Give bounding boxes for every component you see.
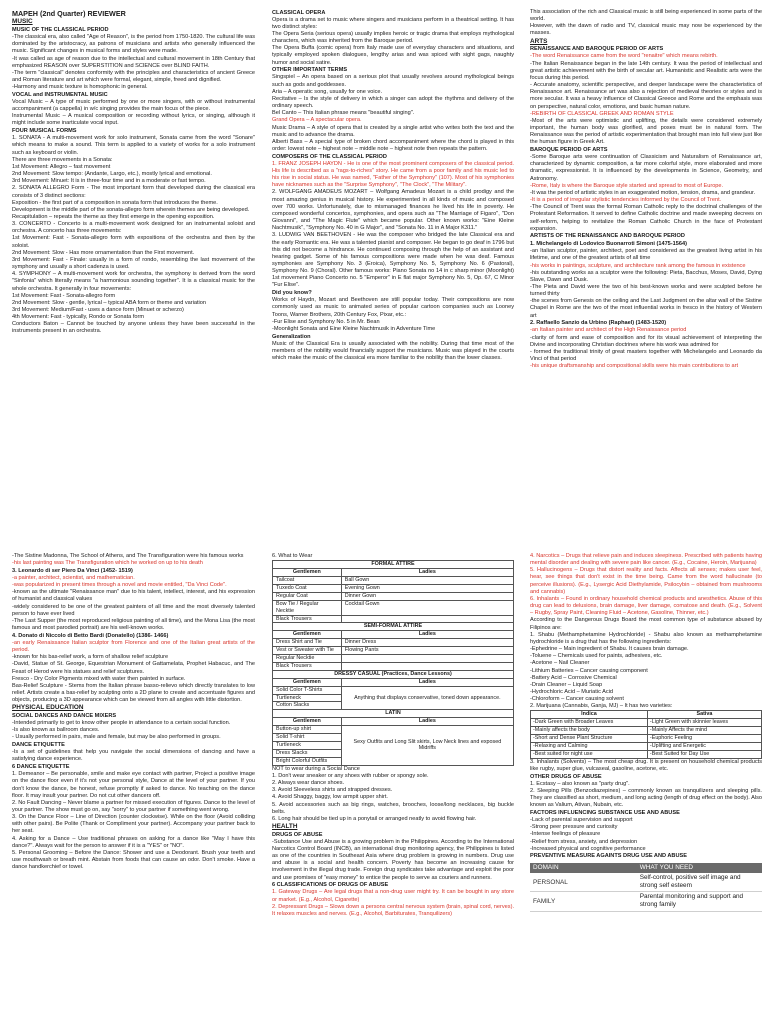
attire-cell: Bow Tie / Regular Necktie [273, 600, 342, 615]
paragraph: -Harmony and music texture is homophonic in general. [12, 84, 148, 91]
paragraph: - Accurate anatomy, scientific perspective, and deeper landscape were the characteristics of Renaissance art. Renaissance art was also a rejection of medieval theories or styles and is more secular. It was a heavy influence of Classical Greece and Rome and the emphasis was on perspective, natural color, emotions, and basic human nature. [530, 82, 762, 110]
attire-cell: Button-up shirt [273, 726, 342, 734]
gentlemen-header: Gentlemen [273, 631, 342, 639]
paragraph: Music Drama – A style of opera that is created by a single artist who writes both the text and the music and to advance the drama. [272, 124, 514, 138]
sativa-header: Sativa [647, 711, 761, 719]
paragraph: 3. Avoid Sleeveless shirts and strapped dresses. [272, 787, 393, 794]
preventive-measures-table [530, 863, 762, 912]
section-heading: CLASSICAL OPERA [272, 9, 326, 16]
section-heading: PHYSICAL EDUCATION [12, 704, 84, 712]
paragraph: -Rome, Italy is where the Baroque style started and spread to most of Europe. [530, 182, 724, 189]
paragraph: -It is a period of irregular stylistic tendencies informed by the Council of Trent. [530, 197, 722, 204]
paragraph: 2. Always wear dance shoes. [272, 780, 345, 787]
attire-row [273, 647, 514, 655]
attire-cell: Sexy Outfits and Long Slit skirts, Low Neck lines and exposed Midriffs [341, 726, 513, 766]
paragraph: -Acetone – Nail Cleaner [530, 660, 590, 667]
paragraph: -It was the period of artistic styles in an exaggerated motion, tension, drama, and grandeur. [530, 189, 756, 196]
section-heading: Generalization [272, 333, 311, 340]
section-heading: OTHER IMPORTANT TERMS [272, 67, 348, 74]
paragraph: However, with the dawn of radio and TV, classical music may now be experienced by the masses. [530, 23, 762, 37]
need-cell: Parental monitoring and support and strong family [637, 892, 762, 911]
paragraph: -Fur Elise and Symphony No. 5 in Mr. Bean [272, 318, 380, 325]
marijuana-varieties-table [530, 710, 762, 758]
attire-row [273, 576, 514, 584]
paragraph: -Relief from stress, anxiety, and depression [530, 838, 638, 845]
paragraph: -Hydrochloric Acid – Muriatic Acid [530, 688, 614, 695]
paragraph: -It was called as age of reason due to the intellectual and cultural movement in 18th Century that emphasized REASON over SUPERSTITION and SCIENCE over BLIND FAITH. [12, 55, 255, 69]
paragraph: 1. SONATA - A multi-movement work for solo instrument, Sonata came from the word "Sonare" which means to make a sound. This term is applied to a variety of works for a solo instrument such as keyboard or violin. [12, 135, 255, 156]
column-1-bottom [12, 553, 255, 1024]
paragraph: 6. Inhalants – Found in ordinary household chemical products and anesthetics. Abuse of this drug can lead to delusions, brain damage, liver damage, comatose and death. (E.g., Solvent – Rugby, Spray Paint, Cleaning Fluid – Acetone, Gasoline, Thinner, etc.) [530, 595, 762, 617]
paragraph: -Intense feelings of pleasure [530, 831, 601, 838]
attire-caption: SEMI-FORMAL ATTIRE [273, 623, 514, 631]
attire-cell: Regular Coat [273, 592, 342, 600]
paragraph: Bas-Relief Sculpture - Stems from the Italian phrase basso-relievo which directly translates to low relief. Artists create a bas-relief by sculpting onto a 2D plane to create and accentuate figures and objects, producing a 3D appearance which can be viewed from all angles with little distortion. [12, 682, 255, 704]
attire-row [273, 686, 514, 694]
attire-cell [341, 615, 513, 623]
paragraph: -an Italian sculptor, painter, architect, poet and considered as the greatest living artist in his lifetime, and one of the greatest artists of all time [530, 248, 762, 262]
domain-row [530, 892, 762, 911]
variety-row [531, 750, 762, 758]
attire-cell: Evening Gown [341, 584, 513, 592]
paragraph: -was popularized in present times through a novel and movie entitled, "Da Vinci Code". [12, 582, 227, 589]
paragraph: This association of the rich and Classical music is still being experienced in some parts of the world. [530, 9, 762, 23]
attire-row [273, 615, 514, 623]
section-heading: Did you know? [272, 290, 312, 297]
paragraph: 1. Ecstasy – also known as "party drug". [530, 780, 630, 787]
sativa-cell: -Uplifting and Energetic [647, 743, 761, 751]
page-gap [0, 461, 768, 553]
attire-row [273, 592, 514, 600]
paragraph: -Most of the arts were optimistic and uplifting, the details were considered extremely important, the human body was glorified, and poses must be in natural form. The Renaissance was the period of artistic experimentation that brought man into full view just like the human figure in Greek Art. [530, 117, 762, 146]
paragraph: -known for his bas-relief work, a form of shallow relief sculpture [12, 654, 169, 661]
paragraph: - formed the traditional trinity of great masters together with Michelangelo and Leonardo da Vinci of that period [530, 348, 762, 363]
paragraph: -REBIRTH OF CLASSICAL GREEK AND ROMAN STYLE [530, 110, 674, 117]
paragraph: 4. Asking for a Dance – Use traditional phrases on asking for a dance like "May I have this dance?". Always wait for the person to answer if it is a "YES" or "NO". [12, 835, 255, 849]
paragraph: -The Pieta and David were the two of his best-known works and were sculpted before he turned thirty [530, 283, 762, 298]
indica-cell: -Mainly affects the body [531, 727, 648, 735]
section-heading: FACTORS INFLUENCING SUBSTANCE USE AND ABUSE [530, 809, 680, 816]
need-cell: Self-control, positive self image and strong self esteem [637, 873, 762, 892]
sativa-cell: -Best Suited for Day Use [647, 750, 761, 758]
paragraph: -The term "classical" denotes conformity with the principles and characteristics of ancient Greece and Roman literature and art which were formal, elegant, simple, freed and dignified. [12, 69, 255, 83]
paragraph: -a painter, architect, scientist, and mathematician. [12, 574, 135, 581]
paragraph: Alberti Bass – A special type of broken chord accompaniment where the chord is played in this order: lowest note – highest note – middle note – highest note then repeats the pattern. [272, 138, 514, 152]
paragraph: 4. Avoid Shaggy, baggy, low armpit upper shirt. [272, 794, 388, 801]
attire-cell: Anything that displays conservative, toned down appearance. [341, 686, 513, 710]
paragraph: Exposition - the first part of a composition in sonata form that introduces the theme. [12, 199, 218, 206]
indica-cell: -Short and Dense Plant Structure [531, 735, 648, 743]
ladies-header: Ladies [341, 718, 513, 726]
other-drugs-section [530, 759, 762, 861]
paragraph: Opera is a drama set to music where singers and musicians perform in a theatrical setting. It has two distinct styles: [272, 16, 514, 30]
paragraph: Aria – A operatic song, usually for one voice. [272, 88, 383, 95]
attire-caption: FORMAL ATTIRE [273, 561, 514, 569]
paragraph: -Is a set of guidelines that help you navigate the social dimensions of dancing and have a satisfying dance experience. [12, 749, 255, 763]
paragraph: -The Sistine Madonna, The School of Athens, and The Transfiguration were his famous works [12, 553, 244, 559]
section-heading: COMPOSERS OF THE CLASSICAL PERIOD [272, 153, 387, 160]
paragraph: -Intended primarily to get to know other people in attendance to a certain social function. [12, 720, 231, 727]
paragraph: 2nd Movement: Slow - gentle, lyrical – typical ABA form or theme and variation [12, 299, 207, 306]
variety-row [531, 719, 762, 727]
paragraph: -Is also known as ballroom dances. [12, 727, 100, 734]
paragraph: -an Italian painter and architect of the High Renaissance period [530, 327, 687, 334]
paragraph: 4. SYMPHONY – A multi-movement work for orchestra, the symphony is derived from the word "Sinfonia" which literally means "a harmonious sounding together". It is a classical music for the whole orchestra. It generally in four movements: [12, 271, 255, 292]
variety-row [531, 735, 762, 743]
section-heading: BAROQUE PERIOD OF ARTS [530, 147, 608, 153]
paragraph: -widely considered to be one of the greatest painters of all time and the most diversely talented person to have ever lived [12, 603, 255, 617]
paragraph: 2. Sleeping Pills (Benzodiazepines) – commonly known as tranquilizers and sleeping pills. They are classified as short, medium, and long acting (length of drug effect on the body). Also known as Valium, Ativan, Nubain, etc. [530, 788, 762, 809]
section-heading: HEALTH [272, 822, 298, 830]
sativa-cell: -Euphoric Feeling [647, 735, 761, 743]
section-heading: FOUR MUSICAL FORMS [12, 128, 77, 135]
paragraph: Singspiel – An opera based on a serious plot that usually revolves around mythological beings such as gods and goddesses. [272, 74, 514, 88]
section-heading: MUSIC OF THE CLASSICAL PERIOD [12, 26, 109, 33]
paragraph: 5. Avoid accessories such as big rings, watches, brooches, loose/long necklaces, big buckle belts. [272, 801, 514, 815]
attire-table [272, 560, 514, 766]
section-heading: VOCAL and INSTRUMENTAL MUSIC [12, 91, 108, 98]
attire-cell: Dinner Dress [341, 639, 513, 647]
attire-cell: Flowing Pants [341, 647, 513, 655]
attire-row [273, 639, 514, 647]
domain-cell: FAMILY [530, 892, 637, 911]
variety-row [531, 727, 762, 735]
paragraph: Recapitulation – repeats the theme as they first emerge in the opening exposition. [12, 213, 215, 220]
attire-cell: Ball Gown [341, 576, 513, 584]
indica-cell: -Dark Green with Broader Leaves [531, 719, 648, 727]
paragraph: Works of Haydn, Mozart and Beethoven are still popular today. Their compositions are now commonly used as music to animated series of popular cartoon companies such as Looney Toons, Warner Brothers, 20th Century Fox, Pixar, etc.: [272, 297, 514, 318]
attire-cell: Vest or Sweater with Tie [273, 647, 342, 655]
attire-row [273, 584, 514, 592]
paragraph: -Battery Acid – Corrosive Chemical [530, 674, 617, 681]
paragraph: Conductors Baton – Cannot be touched by anyone unless they have been successful in the instruments present in an orchestra. [12, 321, 255, 335]
section-heading: PREVENTIVE MEASURE AGAINTS DRUG USE AND ABUSE [530, 853, 687, 860]
section-heading: 1. Michelangelo di Lodovico Buonarroti Simoni (1475-1564) [530, 241, 687, 248]
document-title: MAPEH (2nd Quarter) REVIEWER [12, 9, 126, 18]
paragraph: -Increased physical and cognitive performance [530, 845, 646, 852]
paragraph: 1. Shabu (Methamphetamine Hydrochloride) - Shabu also known as methamphetamine hydrochloride is a drug that has the following ingredients: [530, 631, 762, 645]
attire-cell [341, 655, 513, 663]
gentlemen-header: Gentlemen [273, 569, 342, 577]
sativa-cell: -Mainly Affects the mind [647, 727, 761, 735]
paragraph: The Opera Buffa (comic opera) from Italy made use of everyday characters and situations, and typically employed spoken dialogues, lengthy arias and was spiced with sight gags, naughty humor and social satire. [272, 45, 514, 66]
paragraph: There are three movements in a Sonata: [12, 156, 113, 163]
sativa-cell: -Light Green with skinnier leaves [647, 719, 761, 727]
paragraph: 1st Movement: Allegro – fast movement [12, 163, 111, 170]
paragraph: Music of the Classical Era is usually associated with the nobility. During that time most of the members of the nobility would financially support the musicians. Music was played in the courts which make the music of the classical era more familiar to the nobility than the lower classes. [272, 340, 514, 361]
section-heading: ARTS [530, 37, 548, 45]
paragraph: 5. Hallucinogens – Drugs that distort reality and facts. Affects all senses; makes user feel, hear, see things that don't exist in the time being. Came from the word hallucinate (to perceive illusions). (E.g., Lysergic Acid Diethylamide, Psilocybin – obtained from mushrooms and cannabis) [530, 567, 762, 595]
arts-pe-section [12, 553, 255, 871]
paragraph: -Moonlight Sonata and Eine Kleine Nachtmusik in Adventure Time [272, 325, 436, 332]
section-heading: 6 DANCE ETIQUETTE [12, 764, 70, 771]
column-3-top [530, 9, 762, 461]
paragraph: -the scenes from Genesis on the ceiling and the Last Judgment on the altar wall of the Sistine Chapel in Rome are the two of the most influential works in fresco in the history of Western art [530, 298, 762, 319]
indica-cell: -Relaxing and Calming [531, 743, 648, 751]
paragraph: -clarity of form and ease of composition and for its visual achievement of interpreting the Divine and incorporating Christian doctrines where his work was admired for [530, 334, 762, 348]
paragraph: -Substance Use and Abuse is a growing problem in the Philippines. According to the International Narcotics Control Board (INCB), an international drug monitoring agency, the Philippines is listed as one of the countries in Southeast Asia where drug problem is growing in numbers. Drug use and abuse is a social and health concern. Poverty has become an increasing cause for involvement in the illegal drug trade. Foreign drug syndicates take advantage and exploit the poor and use promises of "easy money" to entice the people to serve as couriers and runners. [272, 838, 514, 881]
domain-cell: PERSONAL [530, 873, 637, 892]
attire-cell: Dinner Gown [341, 592, 513, 600]
column-3-bottom [530, 553, 762, 1024]
health-section [272, 766, 514, 918]
arts-section [530, 9, 762, 370]
paragraph: -his last painting was The Transfiguration which he worked on up to his death [12, 560, 203, 567]
paragraph: Vocal Music – A type of music performed by one or more singers, with or without instrumental accompaniment (a cappella) in w/c singing provides the main focus of the piece. [12, 98, 255, 113]
indica-header: Indica [531, 711, 648, 719]
paragraph: 1. Demeanor – Be personable, smile and make eye contact with partner, Project a positive image on the dance floor even if it's not your personal style, Dance at the level of your partner. If you don't know the dance, be honest, refuse promptly if asked to dance. No teaching on the dance floor. It may insult your partner. Do not cut other dancers off. [12, 771, 255, 799]
paragraph: 2. No Fault Dancing – Never blame a partner for missed execution of figures. Dance to the level of your partner. The show must go on, say "sorry" to your partner if something went wrong. [12, 799, 255, 813]
paragraph: -The Council of Trent was the formal Roman Catholic reply to the doctrinal challenges of the Protestant Reformation. It served to define Catholic doctrine and made sweeping decrees on self-reform, helping to revitalize the Roman Catholic Church in the face of Protestant expansion. [530, 204, 762, 232]
attire-cell: Cotton Slacks [273, 702, 342, 710]
section-heading: MUSIC [12, 18, 33, 26]
section-heading: 2. Raffaello Sanzio da Urbino (Raphael) (1483-1520) [530, 320, 667, 327]
paragraph: 3rd Movement: Medium/Fast - uses a dance form (Minuet or scherzo) [12, 307, 184, 313]
attire-cell: Black Trousers [273, 615, 342, 623]
gentlemen-header: Gentlemen [273, 678, 342, 686]
attire-caption: DRESSY CASUAL (Practices, Dance Lessons) [273, 670, 514, 678]
paragraph: -Chloroform – Cancer causing solvent [530, 696, 624, 703]
section-heading: DANCE ETIQUETTE [12, 742, 65, 749]
paragraph: -Drain Cleaner – Liquid Soap [530, 681, 603, 688]
paragraph: 1. Gateway Drugs – Are legal drugs that a non-drug user might try. It can be bought in any store or market. (E.g., Alcohol, Cigarette) [272, 889, 514, 903]
paragraph: -The classical era, also called "Age of Reason", is the period from 1750-1820. The cultural life was dominated by the aristocracy, as patrons of musicians and artists who generally influenced the music. Significant changes in musical forms and styles were made. [12, 34, 255, 55]
music-section [12, 18, 255, 335]
paragraph: -an early Renaissance Italian sculptor from Florence and one of the Italian great artists of the period. [12, 639, 255, 654]
variety-row [531, 743, 762, 751]
paragraph: According to the Dangerous Drugs Board the most common type of substance abused by Filipinos are: [530, 617, 762, 631]
paragraph: The Opera Seria (serious opera) usually implies heroic or tragic drama that employs mythological characters, which was inherited from the Baroque period. [272, 30, 514, 45]
paragraph: 1. FRANZ JOSEPH HAYDN - He is one of the most prominent composers of the classical period. His life is described as a "rags-to-riches" story. He came from a poor family and his music led to his rise in social status. He was named, "Father of the Symphony" (107). Most of his symphonies have nicknames such as the "Surprise Symphony", "The Clock", "The Military". [272, 160, 514, 189]
paragraph: 2. Depressant Drugs – Slows down a persons central nervous system (brain, spinal cord, nerves). It relaxes muscles and nerves. (E.g., Alcohol, Barbiturates, Tranquilizers) [272, 903, 514, 917]
paragraph: -his unique draftsmanship and compositional skills were his main contributions to art [530, 363, 739, 370]
column-2-bottom [272, 553, 514, 1024]
section-heading: ARTISTS OF THE RENAISSANCE AND BAROQUE PERIOD [530, 233, 685, 240]
paragraph: 1st Movement: Fast - Sonata-allegro form [12, 292, 116, 299]
paragraph: 1. Don't wear sneaker or any shoes with rubber or spongy sole. [272, 772, 429, 779]
paragraph: -Strong peer pressure and curiosity [530, 824, 618, 831]
attire-row [273, 662, 514, 670]
section-heading: 6 CLASSIFICATIONS OF DRUGS OF ABUSE [272, 882, 389, 889]
attire-cell: Tuxedo Coat [273, 584, 342, 592]
paragraph: Bel Canto – This Italian phrase means "beautiful singing". [272, 110, 415, 117]
paragraph: -his outstanding works as a sculptor were the following: Pieta, Bacchus, Moses, David, Dying Slave, Dawn and Dusk. [530, 269, 762, 283]
attire-row [273, 600, 514, 615]
paragraph: -Lack of parental supervision and support [530, 817, 633, 824]
attire-cell: Turtleneck [273, 694, 342, 702]
what-to-wear-intro: 6. What to Wear [272, 553, 313, 559]
paragraph: 2nd Movement: Slow - Has more ornamentation than the First movement. [12, 249, 195, 256]
paragraph: 4. Narcotics – Drugs that relieve pain and induces sleepiness. Prescribed with patients having mental disorder and dealing with severe pain like cancer. (E.g., Cocaine, Heroin, Marijuana) [530, 553, 762, 567]
paragraph: Fresco - Dry Color Pigments mixed with water then painted in surface. [12, 675, 186, 682]
classical-opera-section [272, 10, 514, 363]
attire-cell: Solid Color T-Shirts [273, 686, 342, 694]
paragraph: 2. SONATA ALLEGRO Form - The most important form that developed during the classical era consists of 3 distinct sections: [12, 185, 255, 199]
paragraph: 3. CONCERTO - Concerto is a multi-movement work designed for an instrumental soloist and orchestra. A concerto has three movements: [12, 221, 255, 235]
paragraph: NOT to wear during a Social Dance [272, 765, 360, 772]
paragraph: 3rd Movement: Minuet: It is in three-four time and in a moderate or fast tempo. [12, 178, 206, 185]
attire-cell: Dress Shirt and Tie [273, 639, 342, 647]
attire-cell: Solid T-shirt [273, 734, 342, 742]
attire-cell: Cocktail Gown [341, 600, 513, 615]
paragraph: -Lithium Batteries – Cancer causing component [530, 667, 648, 674]
paragraph: Instrumental Music – A musical composition or recording without lyrics, or singing, although it might include some inarticulate vocal input. [12, 113, 255, 127]
paragraph: -Ephedrine – Main ingredient of Shabu. It causes brain damage. [530, 646, 689, 653]
paragraph: 3rd Movement: Fast - Finale: usually in a form of rondo, resembling the last movement of the symphony and usually a short cadenza is used. [12, 256, 255, 271]
attire-cell: Bright Colorful Outfits [273, 757, 342, 765]
paragraph: -known as the ultimate "Renaissance man" due to his talent, intellect, interest, and his expression of humanist and classical values [12, 589, 255, 603]
paragraph: -David, Statue of St. George, Equestrian Monument of Gattamelata, Prophet Habacuc, and The Feast of Herod were his statues and relief sculptures. [12, 661, 255, 675]
ladies-header: Ladies [341, 569, 513, 577]
attire-cell [341, 662, 513, 670]
column-1-top [12, 9, 255, 461]
paragraph: 3. On the Dance Floor – Line of Direction (counter clockwise). While on the floor (Avoid colliding with other pairs). Be Polite (Thank or Compliment your partner). Accompany your partner back to her seat. [12, 814, 255, 835]
paragraph: 2. Marijuana (Cannabis, Ganja, MJ) – It has two varieties: [530, 703, 673, 710]
attire-row [273, 726, 514, 734]
paragraph: Development is the middle part of the sonata-allegro form wherein themes are being developed. [12, 206, 250, 213]
paragraph: 5. Personal Grooming – Before the Dance: Shower and use a Deodorant. Brush your teeth and use mouthwash or breath mint. Abstain from foods that can cause an odor. Don't smoke. Have a dance handkerchief or towel. [12, 849, 255, 871]
section-heading: OTHER DRUGS OF ABUSE [530, 773, 602, 780]
ladies-header: Ladies [341, 678, 513, 686]
need-header: WHAT YOU NEED [637, 863, 762, 873]
attire-cell: Black Trousers [273, 662, 342, 670]
paragraph: -Toluene – Chemicals used for paints, adhesives, etc. [530, 653, 663, 660]
paragraph: 6. Long hair should be tied up in a ponytail or arranged neatly to avoid flowing hair. [272, 815, 477, 822]
attire-row [273, 655, 514, 663]
paragraph: 1st Movement: Fast - Sonata-allegro form with expositions of the orchestra and then by the soloist. [12, 235, 255, 249]
paragraph: 2. WOLFGANG AMADEUS MOZART – Wolfgang Amadeus Mozart is a child prodigy and the most amazing genius in musical history. He experimented in all kinds of music and composed over 700 works. Unfortunately, due to mismanaged finances he lived his life in poverty. He composed wonderful concertos, symphonies, and opera such as "The Marriage of Figaro", "Don Giovanni", and "The Magic Flute" which became popular. Other known works: "Eine Kleine Nachtmusik", "Symphony No. 40 in G Major", and "Sonata No. 11 in A Major K311." [272, 189, 514, 232]
attire-caption: LATIN [273, 710, 514, 718]
paragraph: Recitative – Is the style of delivery in which a singer can adopt the rhythms and delivery of the ordinary speech. [272, 95, 514, 110]
paragraph: -The Last Supper (the most reproduced religious painting of all time), and the Mona Lisa (the most famous and most parodied portrait) are his well-known works. [12, 617, 255, 632]
attire-cell: Turtleneck [273, 742, 342, 750]
section-heading: SOCIAL DANCES AND DANCE MIXERS [12, 712, 117, 719]
section-heading: RENAISSANCE AND BAROQUE PERIOD OF ARTS [530, 46, 664, 53]
paragraph: -his works in paintings, sculpture, and architecture rank among the famous in existence [530, 262, 746, 269]
attire-cell: Regular Necktie [273, 655, 342, 663]
paragraph: - Usually performed in pairs, male and female, but may be also performed in groups. [12, 734, 221, 741]
paragraph: -Some Baroque arts were continuation of Classicism and Naturalism of Renaissance art, characterized by dynamic composition, a far more colorful style, more elaborated and more dramatic, expressionist. It is influenced by the developments in Science, Geometry, and Astronomy. [530, 154, 762, 182]
column-2-top [272, 9, 514, 461]
gentlemen-header: Gentlemen [273, 718, 342, 726]
domain-header: DOMAIN [530, 863, 637, 873]
drugs-section [530, 553, 762, 710]
paragraph: 2nd Movement: Slow tempo: (Andante, Largo, etc.), mostly lyrical and emotional. [12, 171, 212, 178]
paragraph: 4th Movement: Fast - typically, Rondo or Sonata form [12, 314, 145, 321]
attire-cell: Tailcoat [273, 576, 342, 584]
indica-cell: -Best suited for night use [531, 750, 648, 758]
domain-row [530, 873, 762, 892]
paragraph: Grand Opera – A spectacular opera. [272, 117, 362, 124]
paragraph: 3. Inhalants (Solvents) – The most cheap drug. It is present on household chemical products like rugby, super glue, vulcaseal, gasoline, acetone, etc. [530, 758, 762, 773]
ladies-header: Ladies [341, 631, 513, 639]
attire-cell: Dress Slacks [273, 749, 342, 757]
paragraph: -The Italian Renaissance began in the late 14th century. It was the period of intellectual and great artistic achievement with the birth of secular art. Humanistic and Realistic arts were the focus during this period. [530, 60, 762, 81]
section-heading: DRUGS OF ABUSE [272, 831, 323, 838]
section-heading: 3. Leonardo di ser Piero Da Vinci (1452- 1519) [12, 567, 133, 574]
paragraph: -The word Renaissance came from the word "renaitre" which means rebirth. [530, 53, 718, 60]
section-heading: 4. Donato di Niccolo di Betto Bardi (Donatello) (1386- 1466) [12, 632, 169, 639]
paragraph: 3. LUDWIG VAN BEETHOVEN - He was the composer who bridged the late Classical era and the early Romantic era. He was a talented pianist and composer. He began to go deaf in 1796 but this did not become a hindrance. He continued composing through the help of an assistant and hearing gadget. Some of his famous compositions were made when he was deaf. Famous symphonies are Symphony No. 3 (Eroica), Symphony No. 5, Symphony No. 6 (Pastoral), Symphony No. 9 (Choral). Other famous works: Piano Sonata no 14 in c sharp minor (Moonlight) 1st movement Piano Concerto no. 5 "Emperor" in E flat major Symphony No. 5, Op. 67, C Minor "Fur Elise". [272, 232, 514, 289]
